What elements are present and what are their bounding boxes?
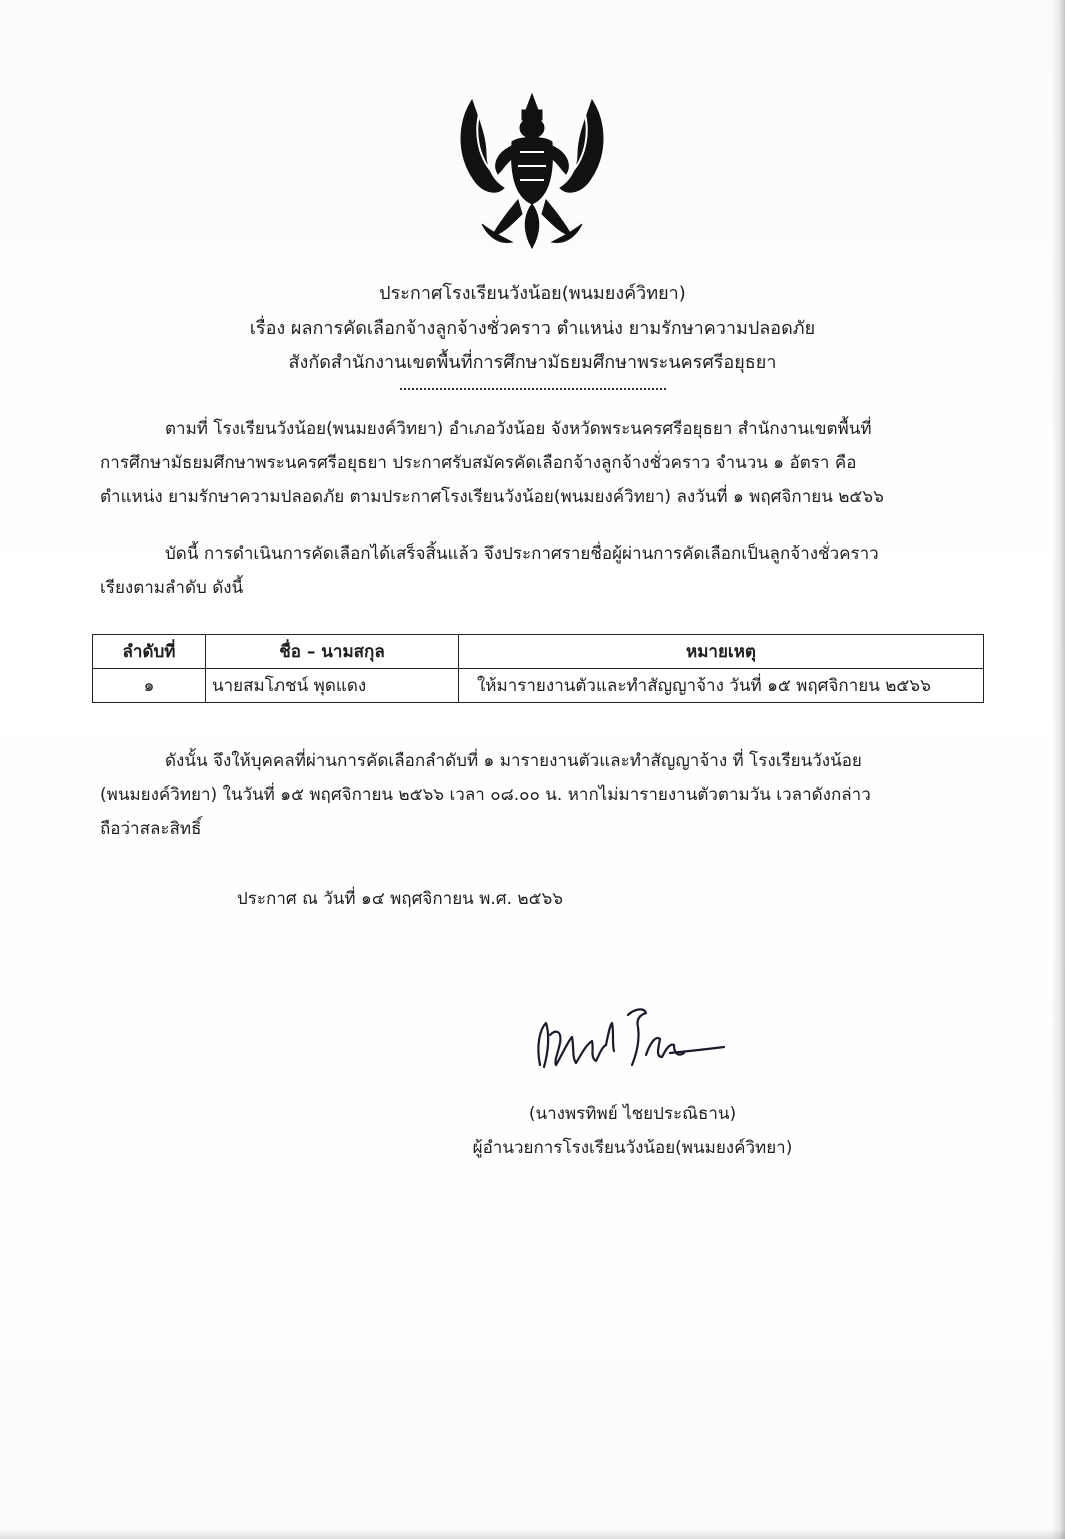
paragraph-line: เรียงตามลำดับ ดังนี้ bbox=[100, 578, 244, 598]
dotted-divider bbox=[400, 388, 666, 390]
announcement-affiliation: สังกัดสำนักงานเขตพื้นที่การศึกษามัธยมศึกษาพระนครศรีอยุธยา bbox=[288, 352, 777, 373]
paragraph-intro bbox=[100, 412, 980, 514]
handwritten-signature-icon bbox=[510, 995, 730, 1085]
column-header-remark: หมายเหตุ bbox=[459, 635, 984, 669]
page-edge-shadow bbox=[1051, 0, 1065, 1539]
column-header-order: ลำดับที่ bbox=[93, 635, 206, 669]
paragraph-line: ถือว่าสละสิทธิ์ bbox=[100, 819, 202, 839]
page-bottom-shadow bbox=[0, 1529, 1065, 1539]
announcement-subject: เรื่อง ผลการคัดเลือกจ้างลูกจ้างชั่วคราว ตำแหน่ง ยามรักษาความปลอดภัย bbox=[249, 318, 816, 339]
announcement-title: ประกาศโรงเรียนวังน้อย(พนมยงค์วิทยา) bbox=[379, 283, 686, 304]
paragraph-result bbox=[100, 537, 980, 605]
paragraph-instruction bbox=[100, 744, 980, 846]
signer-name: (นางพรทิพย์ ไชยประณิธาน) bbox=[528, 1104, 737, 1124]
cell-remark: ให้มารายงานตัวและทำสัญญาจ้าง วันที่ ๑๕ พฤศจิกายน ๒๕๖๖ bbox=[459, 669, 984, 703]
result-table bbox=[92, 634, 984, 703]
table-header-row bbox=[93, 635, 984, 669]
table-row bbox=[93, 669, 984, 703]
cell-name: นายสมโภชน์ พุดแดง bbox=[206, 669, 459, 703]
column-header-name: ชื่อ – นามสกุล bbox=[206, 635, 459, 669]
cell-order: ๑ bbox=[93, 669, 206, 703]
paragraph-line: การศึกษามัธยมศึกษาพระนครศรีอยุธยา ประกาศรับสมัครคัดเลือกจ้างลูกจ้างชั่วคราว จำนวน ๑ อัตรา คือ bbox=[100, 453, 857, 473]
paragraph-line: ตามที่ โรงเรียนวังน้อย(พนมยงค์วิทยา) อำเภอวังน้อย จังหวัดพระนครศรีอยุธยา สำนักงานเขตพื้นที่ bbox=[165, 419, 872, 439]
paragraph-line: ตำแหน่ง ยามรักษาความปลอดภัย ตามประกาศโรงเรียนวังน้อย(พนมยงค์วิทยา) ลงวันที่ ๑ พฤศจิกายน ๒๕๖๖ bbox=[100, 487, 884, 507]
garuda-emblem-icon bbox=[452, 92, 612, 250]
announcement-date: ประกาศ ณ วันที่ ๑๔ พฤศจิกายน พ.ศ. ๒๕๖๖ bbox=[237, 889, 564, 909]
paragraph-line: (พนมยงค์วิทยา) ในวันที่ ๑๕ พฤศจิกายน ๒๕๖๖ เวลา ๐๘.๐๐ น. หากไม่มารายงานตัวตามวัน เวลาดังกล่าว bbox=[100, 785, 871, 805]
paragraph-line: ดังนั้น จึงให้บุคคลที่ผ่านการคัดเลือกลำดับที่ ๑ มารายงานตัวและทำสัญญาจ้าง ที่ โรงเรียนวังน้อย bbox=[165, 751, 862, 771]
paragraph-line: บัดนี้ การดำเนินการคัดเลือกได้เสร็จสิ้นแล้ว จึงประกาศรายชื่อผู้ผ่านการคัดเลือกเป็นลูกจ้างชั่วคราว bbox=[165, 544, 879, 564]
signer-position: ผู้อำนวยการโรงเรียนวังน้อย(พนมยงค์วิทยา) bbox=[472, 1138, 793, 1158]
